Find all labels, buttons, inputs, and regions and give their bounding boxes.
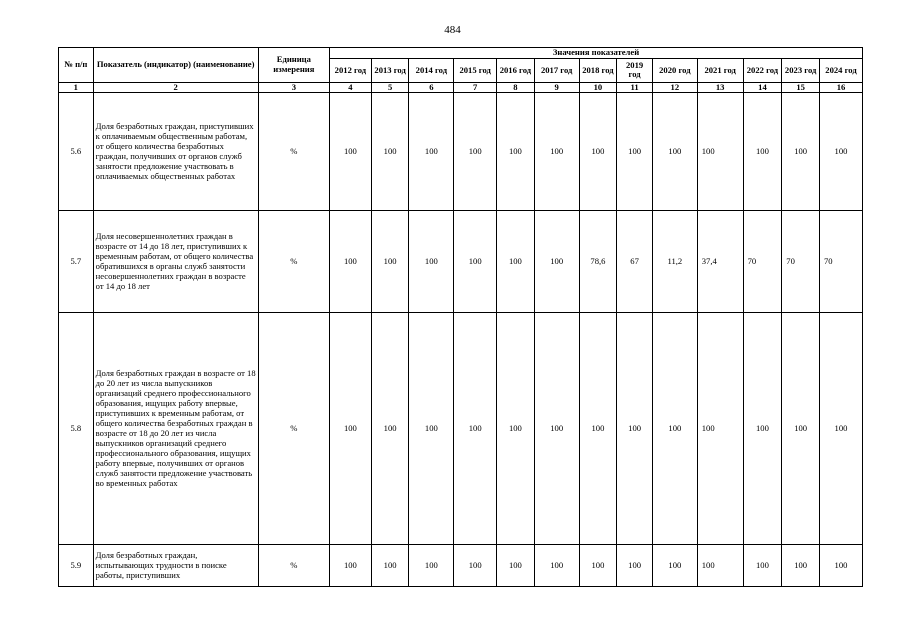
header-year: 2013 год bbox=[371, 58, 409, 82]
header-year: 2020 год bbox=[652, 58, 697, 82]
column-number: 9 bbox=[534, 82, 579, 92]
header-year: 2021 год bbox=[697, 58, 743, 82]
value-cell: 100 bbox=[652, 92, 697, 210]
value-cell: 100 bbox=[454, 210, 497, 312]
header-year: 2019 год bbox=[617, 58, 653, 82]
value-cell: 100 bbox=[819, 544, 862, 586]
row-number: 5.8 bbox=[59, 312, 94, 544]
column-number: 13 bbox=[697, 82, 743, 92]
row-number: 5.9 bbox=[59, 544, 94, 586]
unit-cell: % bbox=[258, 210, 329, 312]
header-year: 2023 год bbox=[782, 58, 820, 82]
header-indicator: Показатель (индикатор) (наименование) bbox=[93, 48, 258, 83]
column-number: 10 bbox=[579, 82, 617, 92]
table-row bbox=[59, 544, 863, 586]
value-cell: 100 bbox=[454, 544, 497, 586]
value-cell: 78,6 bbox=[579, 210, 617, 312]
value-cell: 100 bbox=[652, 544, 697, 586]
unit-cell: % bbox=[258, 544, 329, 586]
value-cell: 100 bbox=[782, 544, 820, 586]
value-cell: 100 bbox=[782, 92, 820, 210]
value-cell: 100 bbox=[497, 312, 535, 544]
header-year: 2024 год bbox=[819, 58, 862, 82]
value-cell: 100 bbox=[743, 544, 782, 586]
value-cell: 100 bbox=[330, 312, 372, 544]
column-number: 2 bbox=[93, 82, 258, 92]
value-cell: 70 bbox=[782, 210, 820, 312]
header-unit: Единица измерения bbox=[258, 48, 329, 83]
value-cell: 100 bbox=[409, 544, 454, 586]
value-cell: 100 bbox=[534, 210, 579, 312]
column-number: 4 bbox=[330, 82, 372, 92]
value-cell: 100 bbox=[330, 210, 372, 312]
value-cell: 100 bbox=[497, 210, 535, 312]
indicator-name: Доля безработных граждан, испытывающих трудности в поиске работы, приступивших bbox=[93, 544, 258, 586]
value-cell: 100 bbox=[617, 544, 653, 586]
column-number: 5 bbox=[371, 82, 409, 92]
value-cell: 100 bbox=[579, 544, 617, 586]
header-year: 2014 год bbox=[409, 58, 454, 82]
indicator-name: Доля безработных граждан в возрасте от 18 до 20 лет из числа выпускников организаций среднего профессионального образования, ищущих работу впервые, приступивших к временным работам, от общего количества безработных граждан в возрасте от 18 до 20 лет из числа выпускников организаций среднего профессионального образования, ищущих работу впервые, получивших от органов служб занятости предложение участвовать во временных работах bbox=[93, 312, 258, 544]
unit-cell: % bbox=[258, 92, 329, 210]
column-number: 6 bbox=[409, 82, 454, 92]
header-num: № п/п bbox=[59, 48, 94, 83]
column-number: 12 bbox=[652, 82, 697, 92]
value-cell: 37,4 bbox=[697, 210, 743, 312]
value-cell: 70 bbox=[743, 210, 782, 312]
column-number: 8 bbox=[497, 82, 535, 92]
value-cell: 100 bbox=[819, 92, 862, 210]
indicators-table bbox=[58, 47, 863, 587]
table-row bbox=[59, 312, 863, 544]
value-cell: 100 bbox=[371, 544, 409, 586]
value-cell: 100 bbox=[534, 312, 579, 544]
indicator-name: Доля несовершеннолетних граждан в возрасте от 14 до 18 лет, приступивших к временным работам, от общего количества обратившихся в органы служб занятости несовершеннолетних граждан в возрасте от 14 до 18 лет bbox=[93, 210, 258, 312]
row-number: 5.7 bbox=[59, 210, 94, 312]
header-year: 2022 год bbox=[743, 58, 782, 82]
value-cell: 100 bbox=[330, 544, 372, 586]
value-cell: 100 bbox=[534, 544, 579, 586]
value-cell: 100 bbox=[579, 92, 617, 210]
header-values-group: Значения показателей bbox=[330, 48, 863, 59]
table-row bbox=[59, 210, 863, 312]
header-year: 2018 год bbox=[579, 58, 617, 82]
value-cell: 100 bbox=[743, 92, 782, 210]
value-cell: 100 bbox=[652, 312, 697, 544]
value-cell: 100 bbox=[409, 312, 454, 544]
value-cell: 100 bbox=[579, 312, 617, 544]
table-row bbox=[59, 92, 863, 210]
header-year: 2012 год bbox=[330, 58, 372, 82]
value-cell: 100 bbox=[497, 92, 535, 210]
value-cell: 11,2 bbox=[652, 210, 697, 312]
value-cell: 100 bbox=[371, 210, 409, 312]
value-cell: 100 bbox=[697, 92, 743, 210]
column-number: 14 bbox=[743, 82, 782, 92]
header-year: 2016 год bbox=[497, 58, 535, 82]
value-cell: 100 bbox=[409, 92, 454, 210]
page-number: 484 bbox=[444, 24, 461, 36]
value-cell: 100 bbox=[617, 92, 653, 210]
row-number: 5.6 bbox=[59, 92, 94, 210]
value-cell: 100 bbox=[330, 92, 372, 210]
value-cell: 100 bbox=[697, 312, 743, 544]
column-number: 16 bbox=[819, 82, 862, 92]
value-cell: 70 bbox=[819, 210, 862, 312]
value-cell: 100 bbox=[534, 92, 579, 210]
column-number: 11 bbox=[617, 82, 653, 92]
value-cell: 67 bbox=[617, 210, 653, 312]
column-number: 7 bbox=[454, 82, 497, 92]
value-cell: 100 bbox=[743, 312, 782, 544]
value-cell: 100 bbox=[497, 544, 535, 586]
column-number: 3 bbox=[258, 82, 329, 92]
column-number: 1 bbox=[59, 82, 94, 92]
value-cell: 100 bbox=[454, 92, 497, 210]
value-cell: 100 bbox=[371, 312, 409, 544]
unit-cell: % bbox=[258, 312, 329, 544]
value-cell: 100 bbox=[782, 312, 820, 544]
value-cell: 100 bbox=[454, 312, 497, 544]
value-cell: 100 bbox=[819, 312, 862, 544]
indicator-name: Доля безработных граждан, приступивших к оплачиваемым общественным работам, от общего количества безработных граждан, получивших от органов служб занятости предложение участвовать в оплачиваемых общественных работах bbox=[93, 92, 258, 210]
column-number: 15 bbox=[782, 82, 820, 92]
header-year: 2015 год bbox=[454, 58, 497, 82]
value-cell: 100 bbox=[409, 210, 454, 312]
value-cell: 100 bbox=[697, 544, 743, 586]
value-cell: 100 bbox=[371, 92, 409, 210]
header-year: 2017 год bbox=[534, 58, 579, 82]
value-cell: 100 bbox=[617, 312, 653, 544]
